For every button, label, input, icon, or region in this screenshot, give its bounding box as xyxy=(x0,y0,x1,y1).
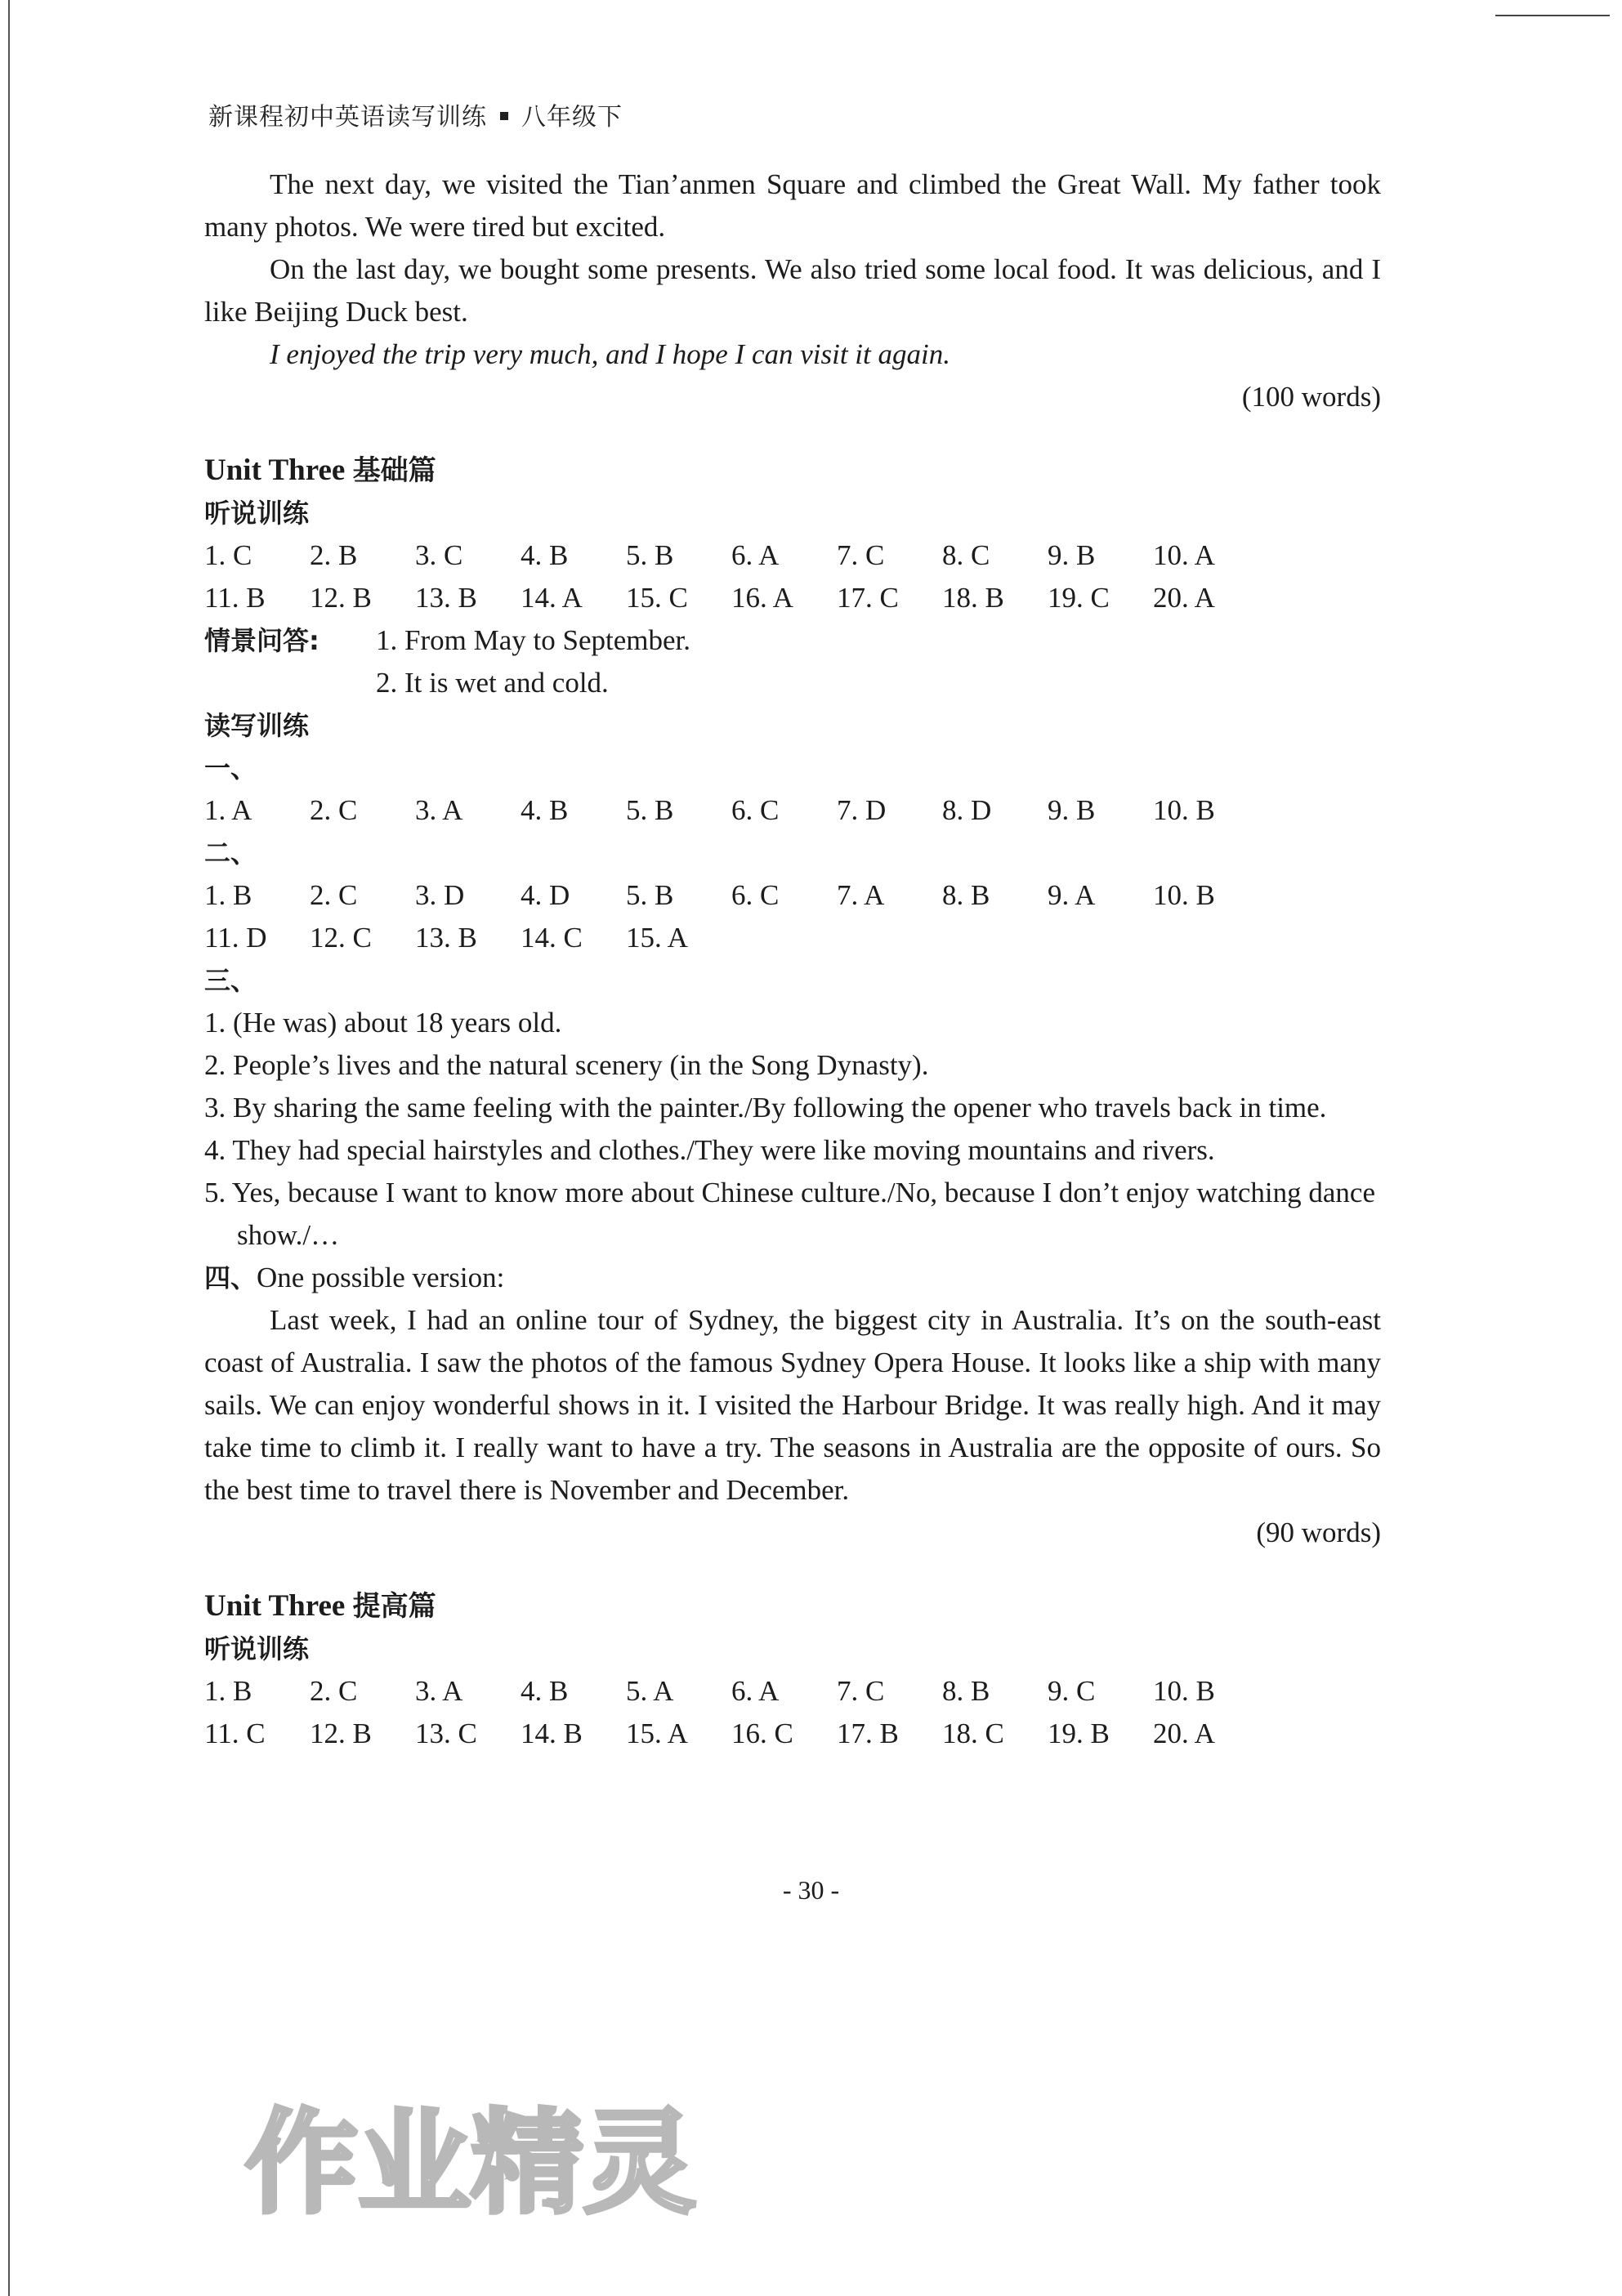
watermark-logo xyxy=(242,2079,697,2229)
answer-item: 17. C xyxy=(837,582,899,614)
answer-item: 8. C xyxy=(942,539,990,571)
answer-item: 13. B xyxy=(415,582,477,614)
answer-item: 5. B xyxy=(626,879,674,911)
answer-item: 2. C xyxy=(310,794,358,826)
intro-paragraph-1: The next day, we visited the Tian’anmen Square and climbed the Great Wall. My father took many photos. We were tired but excited. xyxy=(204,168,1381,243)
answer-item: 16. A xyxy=(731,582,793,614)
answer-item: 11. D xyxy=(204,922,267,954)
advanced-listening-row-2 xyxy=(204,1713,1381,1755)
answer-item: 20. A xyxy=(1153,1718,1215,1749)
scene-qa xyxy=(204,619,1381,704)
answer-item: 18. C xyxy=(942,1718,1004,1749)
answer-item: 13. B xyxy=(415,922,477,954)
watermark-text: 作业精灵 xyxy=(245,2097,697,2229)
answer-item: 12. B xyxy=(310,1718,372,1749)
answer-item: 1. B xyxy=(204,879,252,911)
header-separator-icon xyxy=(500,112,508,120)
answer-item: 8. B xyxy=(942,879,990,911)
answer-item: 6. A xyxy=(731,1675,780,1707)
scene-answer: 1. From May to September. xyxy=(376,624,690,656)
unit-three-advanced-title: Unit Three 提高篇 xyxy=(204,1589,436,1623)
answer-item: 4. D xyxy=(521,879,570,911)
answer-item: 15. A xyxy=(626,922,688,954)
essay-paragraph: Last week, I had an online tour of Sydney, the biggest city in Australia. It’s on the south-east coast of Australia. I saw the photos of the famous Sydney Opera House. It looks like a ship with many sails. We can enjoy wonderful shows in it. I visited the Harbour Bridge. It was really high. And it may take time to climb it. I really want to have a try. The seasons in Australia are the opposite of ours. So the best time to travel there is November and December. xyxy=(204,1304,1381,1506)
advanced-listening-row-1 xyxy=(204,1670,1381,1713)
advanced-listening-heading: 听说训练 xyxy=(204,1633,310,1664)
scene-qa-label: 情景问答: xyxy=(204,625,319,656)
answer-item: 14. A xyxy=(521,582,583,614)
intro-wordcount: (100 words) xyxy=(1241,381,1381,413)
answer-item: 10. A xyxy=(1153,539,1215,571)
section-4-heading: 四、One possible version: xyxy=(204,1262,505,1293)
answer-item: 6. C xyxy=(731,794,780,826)
answer-item: 14. B xyxy=(521,1718,583,1749)
page-header xyxy=(208,96,623,132)
section-3-answer: 4. They had special hairstyles and clothes./They were like moving mountains and rivers. xyxy=(204,1134,1215,1166)
answer-item: 14. C xyxy=(521,922,583,954)
answer-item: 15. A xyxy=(626,1718,688,1749)
answer-content xyxy=(204,163,1381,1755)
answer-item: 9. C xyxy=(1048,1675,1096,1707)
answer-item: 4. B xyxy=(521,539,569,571)
answer-item: 16. C xyxy=(731,1718,793,1749)
section-3-label: 三、 xyxy=(204,965,257,996)
section-3-answer: 3. By sharing the same feeling with the painter./By following the opener who travels back in time. xyxy=(204,1092,1327,1123)
section-3-answer: 5. Yes, because I want to know more about Chinese culture./No, because I don’t enjoy watching dance show./… xyxy=(204,1177,1376,1251)
answer-item: 9. A xyxy=(1048,879,1096,911)
answer-item: 3. A xyxy=(415,1675,463,1707)
section-1-row xyxy=(204,789,1381,832)
answer-item: 10. B xyxy=(1153,879,1215,911)
answer-item: 5. A xyxy=(626,1675,674,1707)
answer-item: 12. C xyxy=(310,922,372,954)
answer-item: 5. B xyxy=(626,794,674,826)
basic-listening-row-2 xyxy=(204,577,1381,619)
answer-item: 3. C xyxy=(415,539,463,571)
answer-item: 11. B xyxy=(204,582,266,614)
left-border-line xyxy=(8,0,10,2296)
answer-item: 4. B xyxy=(521,794,569,826)
answer-item: 17. B xyxy=(837,1718,899,1749)
answer-item: 13. C xyxy=(415,1718,477,1749)
section-3-answer: 2. People’s lives and the natural scenery (in the Song Dynasty). xyxy=(204,1049,929,1081)
answer-item: 6. A xyxy=(731,539,780,571)
section-2-label: 二、 xyxy=(204,838,257,869)
intro-paragraph-3: I enjoyed the trip very much, and I hope I can visit it again. xyxy=(270,338,950,370)
page-number: - 30 - xyxy=(782,1875,840,1905)
answer-item: 1. A xyxy=(204,794,252,826)
answer-item: 19. C xyxy=(1048,582,1110,614)
essay-wordcount: (90 words) xyxy=(1256,1517,1381,1548)
answer-item: 2. C xyxy=(310,1675,358,1707)
answer-item: 9. B xyxy=(1048,539,1096,571)
answer-item: 12. B xyxy=(310,582,372,614)
top-corner-line xyxy=(1495,15,1610,16)
answer-item: 10. B xyxy=(1153,794,1215,826)
answer-item: 4. B xyxy=(521,1675,569,1707)
answer-item: 5. B xyxy=(626,539,674,571)
unit-three-basic-title: Unit Three 基础篇 xyxy=(204,453,436,487)
answer-item: 7. C xyxy=(837,1675,885,1707)
answer-item: 9. B xyxy=(1048,794,1096,826)
section-2-row-1 xyxy=(204,874,1381,917)
basic-listening-row-1 xyxy=(204,534,1381,577)
answer-item: 20. A xyxy=(1153,582,1215,614)
answer-item: 2. C xyxy=(310,879,358,911)
basic-listening-heading: 听说训练 xyxy=(204,498,310,529)
grade-label: 八年级下 xyxy=(521,103,623,132)
section-2-row-2 xyxy=(204,917,1381,959)
answer-item: 1. B xyxy=(204,1675,252,1707)
answer-item: 8. D xyxy=(942,794,992,826)
intro-paragraph-2: On the last day, we bought some presents. We also tried some local food. It was delicious, and I like Beijing Duck best. xyxy=(204,253,1381,328)
section-3-answer: 1. (He was) about 18 years old. xyxy=(204,1007,562,1039)
answer-item: 7. C xyxy=(837,539,885,571)
answer-item: 8. B xyxy=(942,1675,990,1707)
scene-answer: 2. It is wet and cold. xyxy=(376,667,609,699)
answer-item: 3. D xyxy=(415,879,465,911)
answer-item: 10. B xyxy=(1153,1675,1215,1707)
answer-item: 18. B xyxy=(942,582,1004,614)
answer-item: 1. C xyxy=(204,539,252,571)
answer-item: 19. B xyxy=(1048,1718,1110,1749)
book-title: 新课程初中英语读写训练 xyxy=(208,103,487,132)
answer-item: 15. C xyxy=(626,582,688,614)
section-1-label: 一、 xyxy=(204,753,257,784)
answer-item: 3. A xyxy=(415,794,463,826)
answer-item: 6. C xyxy=(731,879,780,911)
answer-item: 7. A xyxy=(837,879,885,911)
answer-item: 11. C xyxy=(204,1718,266,1749)
answer-item: 2. B xyxy=(310,539,358,571)
basic-rw-heading: 读写训练 xyxy=(204,710,310,741)
answer-item: 7. D xyxy=(837,794,887,826)
